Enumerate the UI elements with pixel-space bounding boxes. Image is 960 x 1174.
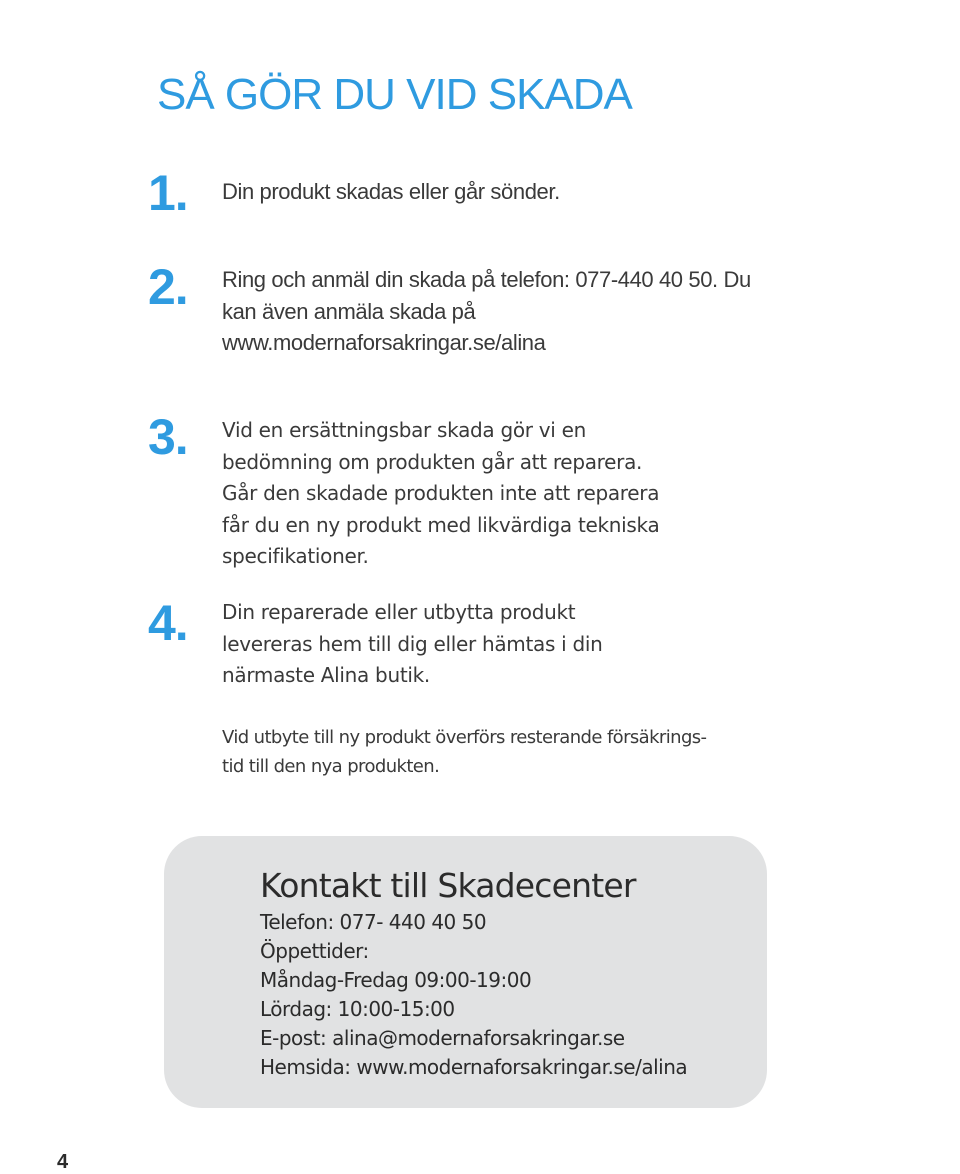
- contact-website: Hemsida: www.modernaforsakringar.se/alina: [260, 1055, 688, 1079]
- contact-hours-label: Öppettider:: [260, 939, 369, 963]
- contact-details: [260, 908, 687, 1082]
- step-text: Din produkt skadas eller går sönder.: [222, 179, 560, 204]
- step-text: Ring och anmäl din skada på telefon: 077-440 40 50. Du kan även anmäla skada på www.modernaforsakringar.se/alina: [222, 267, 751, 355]
- contact-email: E-post: alina@modernaforsakringar.se: [260, 1026, 625, 1050]
- page-title: SÅ GÖR DU VID SKADA: [157, 70, 632, 119]
- step-number: 3.: [148, 409, 188, 465]
- step-number: 1.: [148, 165, 188, 221]
- contact-phone: Telefon: 077- 440 40 50: [260, 910, 487, 934]
- contact-hours-saturday: Lördag: 10:00-15:00: [260, 997, 455, 1021]
- exchange-note: Vid utbyte till ny produkt överförs resterande försäkrings-tid till den nya produkten.: [222, 727, 707, 777]
- step-text: Vid en ersättningsbar skada gör vi en bedömning om produkten går att reparera. Går den skadade produkten inte att reparera får du en ny produkt med likvärdiga tekniska specifikationer.: [222, 418, 660, 568]
- contact-hours-weekdays: Måndag-Fredag 09:00-19:00: [260, 968, 532, 992]
- contact-box: [164, 836, 767, 1108]
- step-number: 2.: [148, 259, 188, 315]
- page-number: 4: [57, 1151, 69, 1173]
- contact-heading: Kontakt till Skadecenter: [260, 866, 636, 905]
- step-number: 4.: [148, 595, 188, 651]
- step-text: Din reparerade eller utbytta produkt levereras hem till dig eller hämtas i din närmaste Alina butik.: [222, 600, 603, 687]
